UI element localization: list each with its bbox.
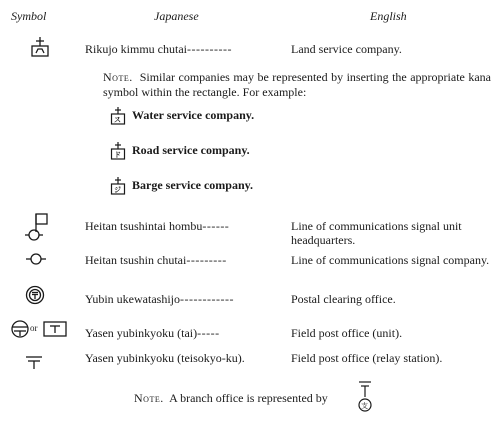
table-row-japanese: Yasen yubinkyoku (tai)----- [85,326,220,340]
example-water-service [110,107,254,125]
loc-signal-hq-icon [24,212,50,242]
note-label: Note. [134,391,164,405]
note-text: Similar companies may be represented by inserting the appropriate kana symbol within the rectangle. For example: [103,70,491,99]
table-row-japanese: Heitan tsushin chutai--------- [85,253,227,267]
table-row-english: Field post office (relay station). [291,351,443,365]
postal-clearing-icon [25,285,45,305]
road-service-icon [110,142,126,160]
example-label: Water service company. [132,107,255,122]
table-row-english: Line of communications signal company. [291,253,490,267]
table-row-english: Postal clearing office. [291,292,396,306]
column-header-symbol: Symbol [11,9,47,23]
branch-office-icon [354,379,376,420]
column-header-japanese: Japanese [154,9,199,23]
table-row-english: Land service company. [291,42,402,56]
land-service-company-icon [30,36,50,58]
field-post-relay-icon [24,353,44,371]
svg-text:ド: ド [114,151,121,159]
table-row-japanese: Heitan tsushintai hombu------ [85,219,230,233]
svg-text:ジ: ジ [114,186,121,194]
note-label: Note. [103,70,133,84]
svg-text:ス: ス [114,116,121,124]
table-row-japanese: Yasen yubinkyoku (teisokyo-ku). [85,351,245,365]
note-branch-office [134,391,328,406]
example-barge-service [110,177,253,195]
note-text: A branch office is represented by [169,391,328,405]
loc-signal-company-icon [24,252,48,266]
example-label: Road service company. [132,142,250,157]
water-service-icon [110,107,126,125]
column-header-english: English [370,9,407,23]
svg-text:支: 支 [361,402,368,410]
note-similar-companies [103,70,491,100]
symbol-or-text: or [30,323,38,333]
table-row-english: Line of communications signal unit headquarters. [291,219,462,247]
example-label: Barge service company. [132,177,253,192]
field-post-unit-icon [10,319,68,339]
example-road-service [110,142,250,160]
barge-service-icon [110,177,126,195]
table-row-english: Field post office (unit). [291,326,403,340]
table-row-japanese: Yubin ukewatashijo------------ [85,292,234,306]
table-row-japanese: Rikujo kimmu chutai---------- [85,42,232,56]
